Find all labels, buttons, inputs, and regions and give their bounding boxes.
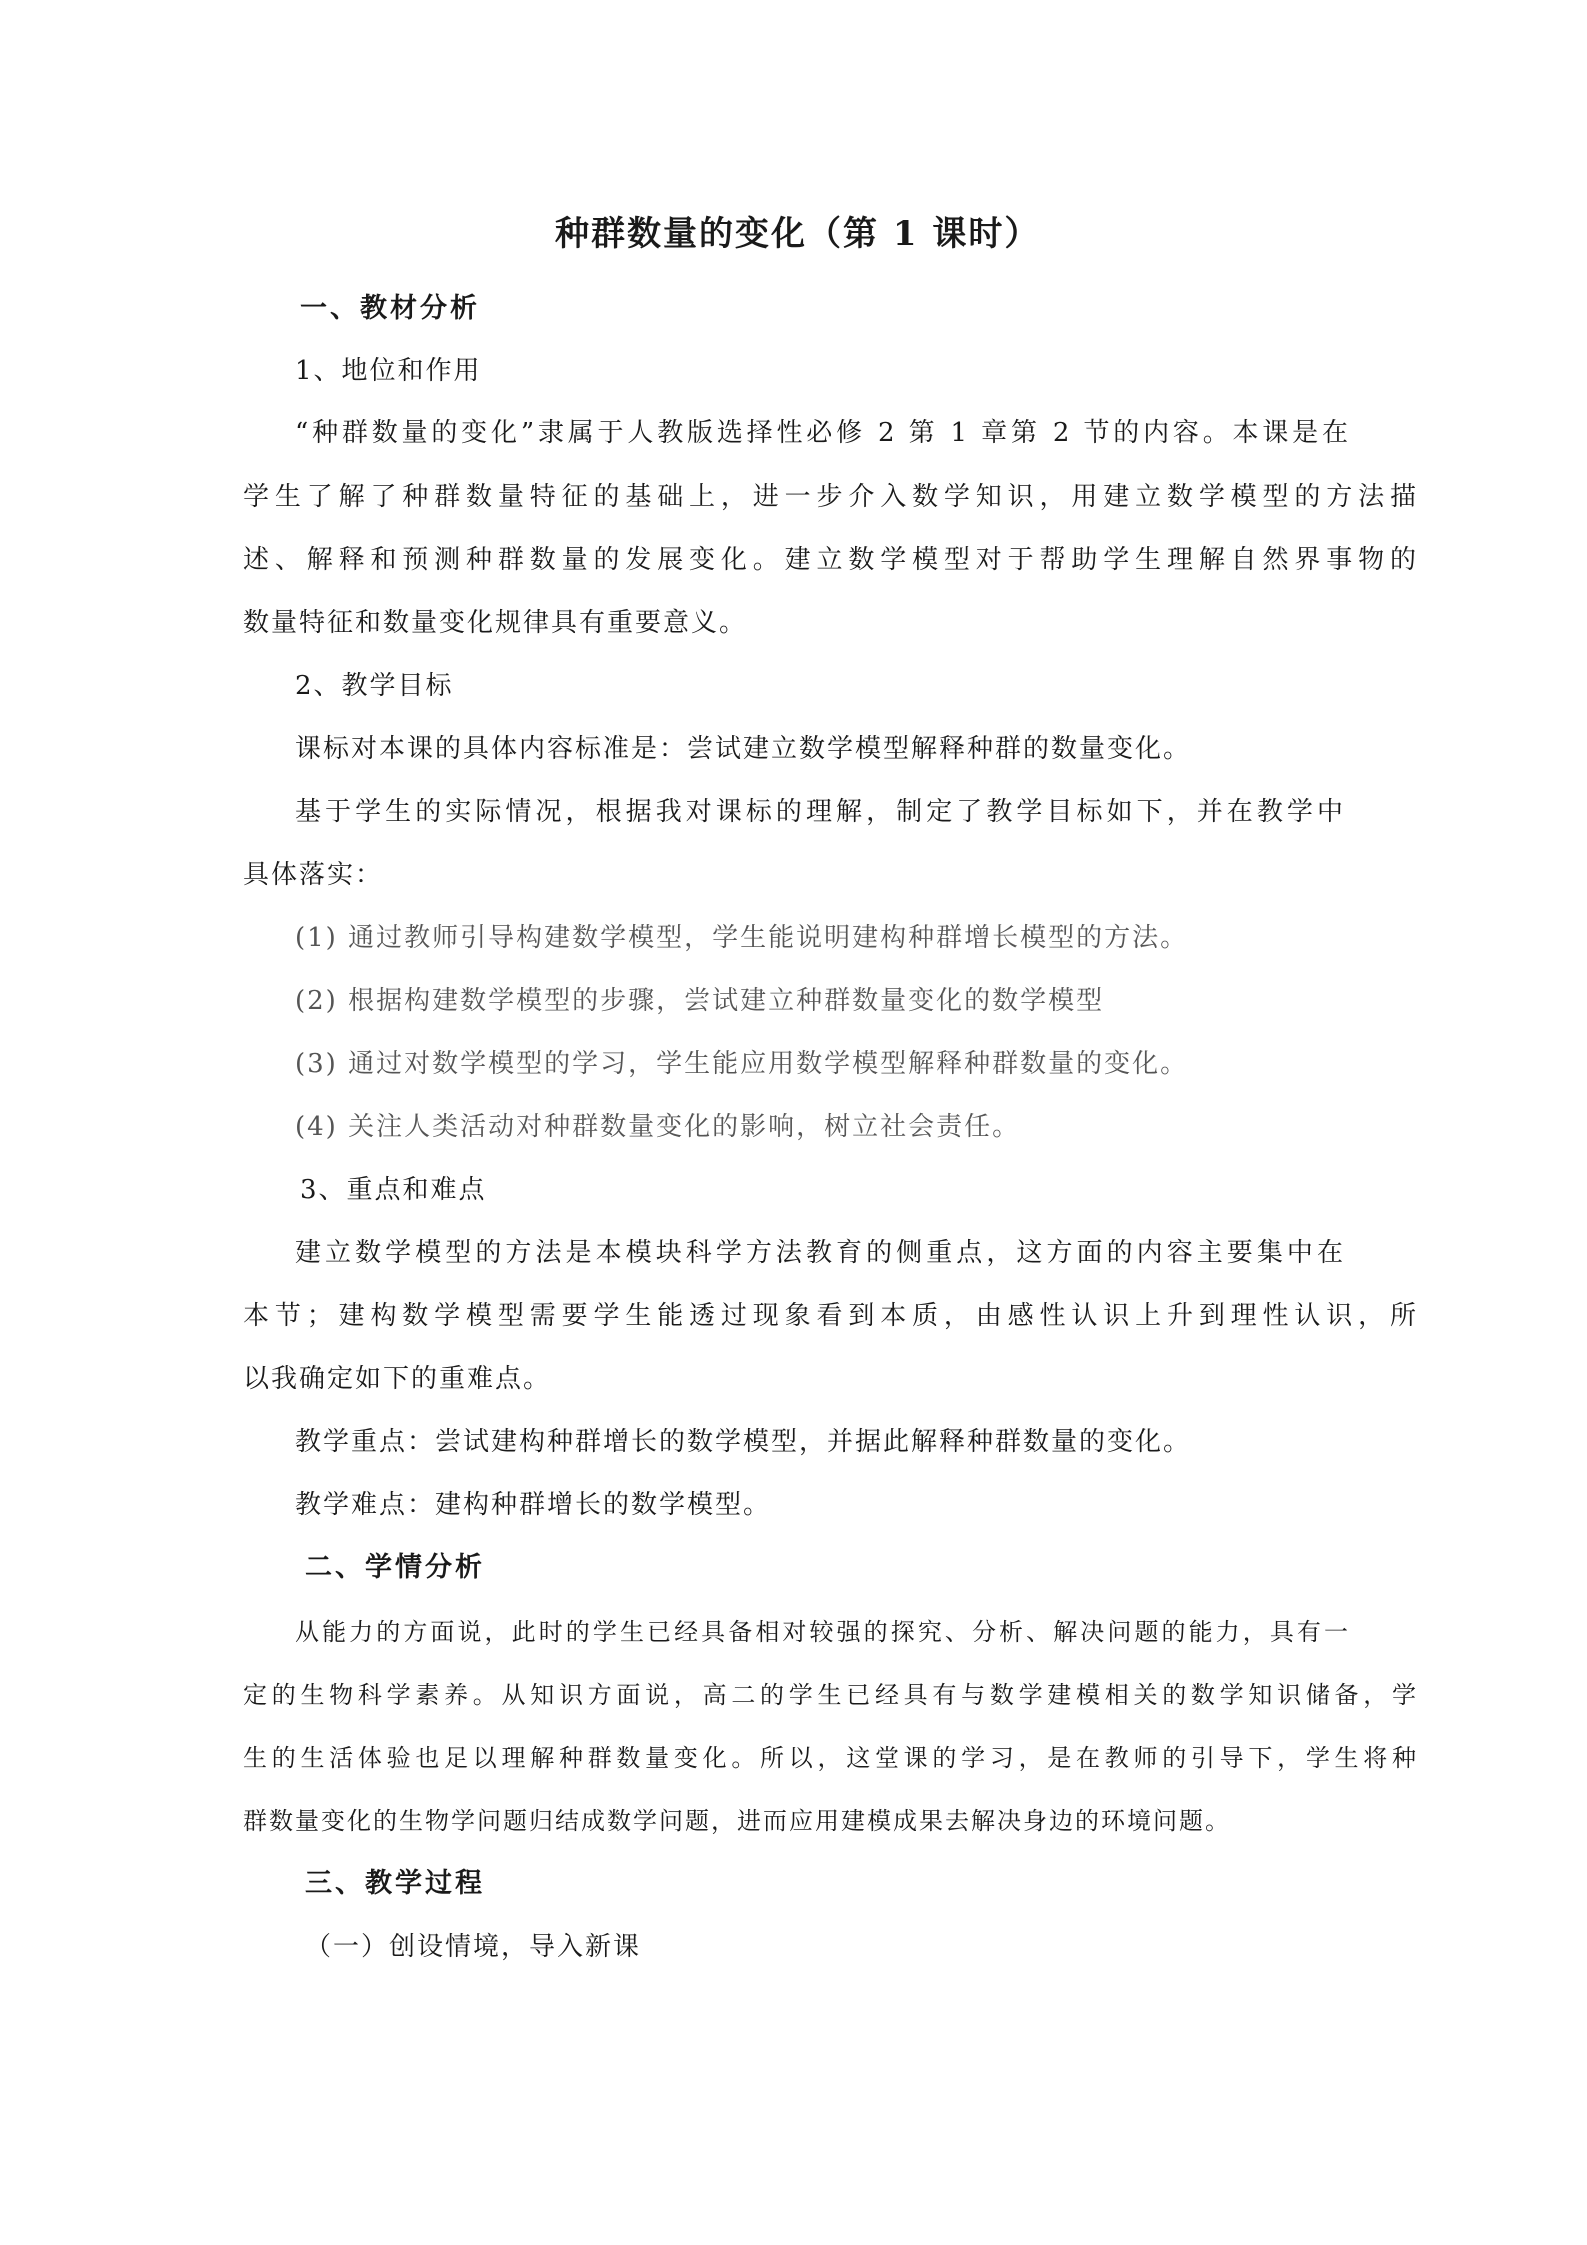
- paragraph-line: 课标对本课的具体内容标准是：尝试建立数学模型解释种群的数量变化。: [295, 734, 1192, 764]
- subsection-heading-1-1: 1、地位和作用: [295, 356, 482, 386]
- teaching-difficulty: 教学难点：建构种群增长的数学模型。: [295, 1490, 772, 1520]
- paragraph-line: “种群数量的变化”隶属于人教版选择性必修 2 第 1 章第 2 节的内容。本课是在: [295, 418, 1350, 448]
- section-heading-3: 三、教学过程: [305, 1868, 485, 1899]
- paragraph-line: 定的生物科学素养。从知识方面说，高二的学生已经具有与数学建模相关的数学知识储备，学: [243, 1681, 1418, 1709]
- paragraph-line: 数量特征和数量变化规律具有重要意义。: [243, 608, 748, 638]
- goal-item: (2) 根据构建数学模型的步骤，尝试建立种群数量变化的数学模型: [295, 986, 1105, 1016]
- paragraph-line: 述、解释和预测种群数量的发展变化。建立数学模型对于帮助学生理解自然界事物的: [243, 545, 1418, 575]
- section-heading-2: 二、学情分析: [305, 1552, 485, 1583]
- section-heading-1: 一、教材分析: [300, 293, 480, 324]
- paragraph-line: 学生了解了种群数量特征的基础上，进一步介入数学知识，用建立数学模型的方法描: [243, 482, 1418, 512]
- paragraph-line: 本节；建构数学模型需要学生能透过现象看到本质，由感性认识上升到理性认识，所: [243, 1301, 1418, 1331]
- paragraph-line: 建立数学模型的方法是本模块科学方法教育的侧重点，这方面的内容主要集中在: [295, 1238, 1345, 1268]
- page-title: 种群数量的变化（第 1 课时）: [555, 214, 1041, 254]
- goal-item: (1) 通过教师引导构建数学模型，学生能说明建构种群增长模型的方法。: [295, 923, 1189, 953]
- subsection-heading-1-3: 3、重点和难点: [300, 1175, 487, 1205]
- paragraph-line: 基于学生的实际情况，根据我对课标的理解，制定了教学目标如下，并在教学中: [295, 797, 1345, 827]
- paragraph-line: 群数量变化的生物学问题归结成数学问题，进而应用建模成果去解决身边的环境问题。: [243, 1807, 1231, 1835]
- paragraph-line: 具体落实：: [243, 860, 384, 890]
- subsection-heading-3-1: （一）创设情境，导入新课: [305, 1932, 642, 1962]
- subsection-heading-1-2: 2、教学目标: [295, 671, 454, 701]
- goal-item: (3) 通过对数学模型的学习，学生能应用数学模型解释种群数量的变化。: [295, 1049, 1189, 1079]
- goal-item: (4) 关注人类活动对种群数量变化的影响，树立社会责任。: [295, 1112, 1021, 1142]
- paragraph-line: 以我确定如下的重难点。: [243, 1364, 552, 1394]
- paragraph-line: 生的生活体验也足以理解种群数量变化。所以，这堂课的学习，是在教师的引导下，学生将种: [243, 1744, 1418, 1772]
- paragraph-line: 从能力的方面说，此时的学生已经具备相对较强的探究、分析、解决问题的能力，具有一: [295, 1618, 1350, 1646]
- teaching-key-point: 教学重点：尝试建构种群增长的数学模型，并据此解释种群数量的变化。: [295, 1427, 1192, 1457]
